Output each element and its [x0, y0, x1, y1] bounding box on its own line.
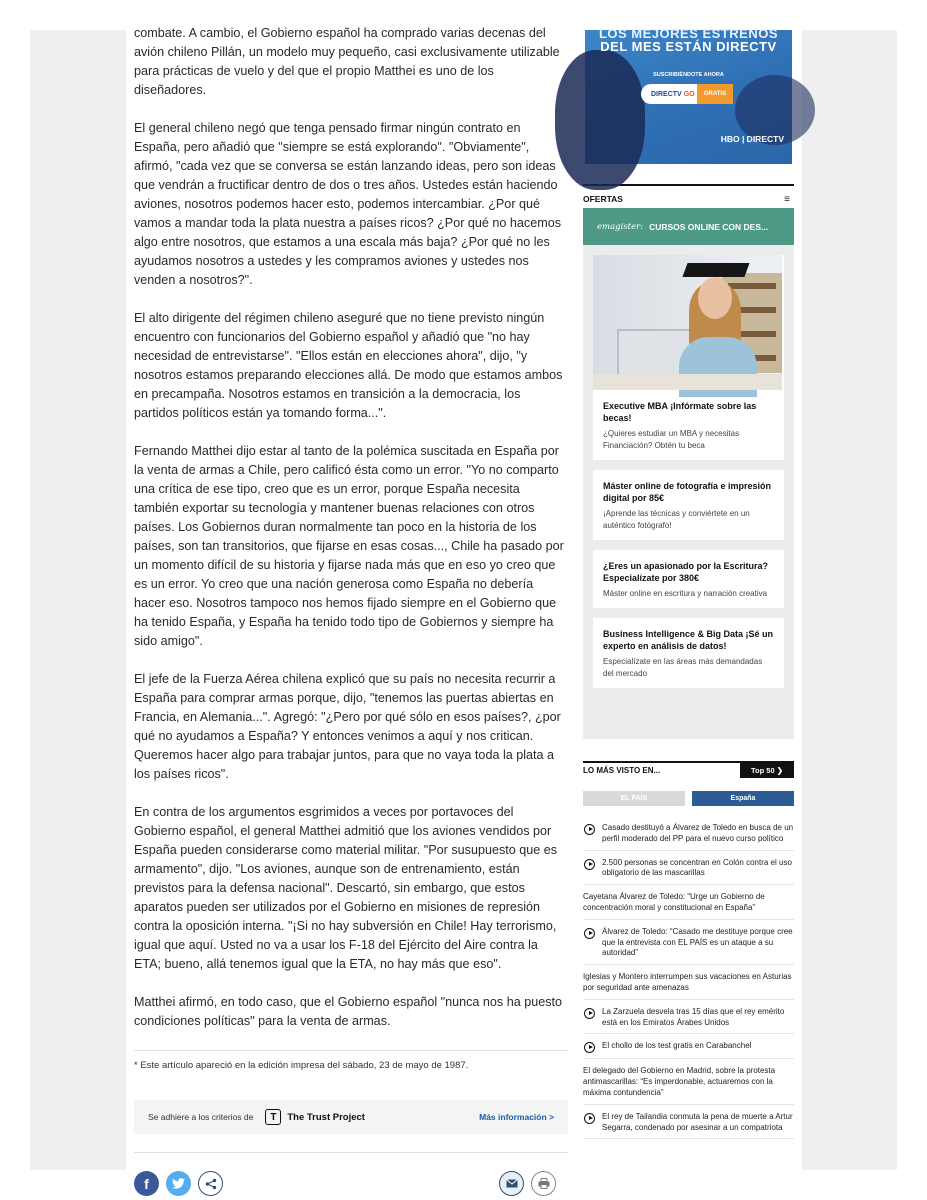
- page-container: [126, 26, 802, 1192]
- most-viewed-headline: La Zarzuela desvela tras 15 días que el rey emérito está en los Emiratos Árabes Unidos: [602, 1006, 785, 1027]
- most-viewed-item[interactable]: [583, 1034, 794, 1059]
- ad-directv-word: DIRECTV: [651, 90, 682, 98]
- most-viewed-item[interactable]: [583, 920, 794, 965]
- most-viewed-list: [583, 816, 794, 1139]
- email-share-button[interactable]: [499, 1171, 524, 1196]
- offer-title: Máster online de fotografía e impresión digital por 85€: [603, 481, 772, 503]
- article-paragraph: En contra de los argumentos esgrimidos a veces por portavoces del Gobierno español, el general Matthei admitió que los aviones vendidos por España pueden considerarse como material militar. "Por susupuesto que es armamento", dijo. "Los aviones, aunque son de entrenamiento, están previstos para la defensa nacional". Descartó, sin embargo, que estos aparatos pueden ser utilizados por el Gobierno en misiones de represión contra la oposición interna. "¡Si no hay subversión en Chile! Hay terrorismo, igual que aquí. Usted no va a usar los F-18 del Ejército del Aire contra la ETA; bueno, allá tenemos igual que la ETA, no hay más que eso".: [134, 805, 558, 971]
- facebook-share-button[interactable]: [134, 1171, 159, 1196]
- trust-project-name: The Trust Project: [287, 1111, 365, 1123]
- tab-espana[interactable]: España: [692, 791, 794, 806]
- offer-card[interactable]: [593, 618, 784, 688]
- most-viewed-header: [583, 761, 794, 777]
- offers-title: OFERTAS: [583, 194, 623, 204]
- most-viewed-item[interactable]: [583, 1000, 794, 1035]
- offer-text: ¿Quieres estudiar un MBA y necesitas Financiación? Obtén tu beca: [603, 429, 740, 450]
- most-viewed-headline: El delegado del Gobierno en Madrid, sobre la protesta antimascarillas: “Es imperdonable, actuaremos con la máxima contundencia”: [583, 1066, 776, 1097]
- offer-text: Máster online en escritura y narración creativa: [603, 589, 768, 598]
- trust-project-bar: [134, 1100, 568, 1134]
- offer-card[interactable]: [593, 255, 784, 460]
- article-paragraph: El alto dirigente del régimen chileno aseguré que no tiene previsto ningún encuentro con funcionarios del Gobierno español y añadió que "no hay necesidad de entrevistarse". "Ellos están en elecciones ahora", dijo, "y nosotros estamos preparando elecciones allá. De modo que estamos ambos en precampaña. Nosotros estamos en transición a la democracia, los partidos políticos están ya tomando forma...".: [134, 311, 563, 420]
- most-viewed-headline: 2.500 personas se concentran en Colón contra el uso obligatorio de las mascarillas: [602, 857, 792, 878]
- article-paragraph: Matthei afirmó, en todo caso, que el Gobierno español "nunca nos ha puesto condiciones políticas" para la venta de armas.: [134, 995, 563, 1028]
- video-play-icon: [584, 1008, 595, 1019]
- most-viewed-item[interactable]: [583, 851, 794, 886]
- video-play-icon: [584, 859, 595, 870]
- offer-card[interactable]: [593, 470, 784, 540]
- article-paragraph: combate. A cambio, el Gobierno español ha comprado varias decenas del avión chileno Pillán, un modelo muy pequeño, casi exclusivamente utilizable para prácticas de vuelo y del que el propio Matthei es uno de los diseñadores.: [134, 26, 560, 97]
- share-icon: [205, 1178, 217, 1190]
- twitter-share-button[interactable]: [166, 1171, 191, 1196]
- print-button[interactable]: [531, 1171, 556, 1196]
- video-play-icon: [584, 824, 595, 835]
- printer-icon: [538, 1178, 550, 1189]
- graduation-cap-shape: [682, 263, 749, 277]
- menu-icon[interactable]: ≡: [784, 193, 790, 205]
- ad-brand-logos: HBO | DIRECTV: [720, 134, 784, 144]
- ad-free-label: GRATIS: [697, 84, 733, 104]
- emagister-banner[interactable]: [583, 208, 794, 245]
- offer-text: ¡Aprende las técnicas y conviértete en un auténtico fotógrafo!: [603, 509, 750, 530]
- offer-title: Executive MBA ¡Infórmate sobre las becas!: [603, 401, 757, 423]
- mail-icon: [506, 1179, 518, 1188]
- twitter-icon: [172, 1178, 185, 1189]
- most-viewed-item[interactable]: [583, 1059, 794, 1104]
- ad-decoration: [555, 50, 645, 190]
- video-play-icon: [584, 1042, 595, 1053]
- most-viewed-title: LO MÁS VISTO EN...: [583, 765, 661, 775]
- ad-headline-line1: LOS MEJORES ESTRENOS: [598, 26, 779, 41]
- offer-title: Business Intelligence & Big Data ¡Sé un experto en análisis de datos!: [603, 629, 774, 651]
- ad-directv-go-logo: [641, 91, 695, 98]
- trust-project-logo-icon: T: [265, 1109, 281, 1125]
- article-paragraph: El jefe de la Fuerza Aérea chilena explicó que su país no necesita recurrir a España para comprar armas porque, dijo, "tenemos las puertas abiertas en Francia, en Alemania...". Agregó: "¿Pero por qué sólo en esos países?, ¿por qué no ayudamos a España? Y entonces venimos a aquí y nos critican. Queremos hacer algo para trabajar juntos, para que no vaya toda la plata a los países ricos".: [134, 672, 561, 781]
- share-bar: [134, 1152, 568, 1196]
- offers-list: [583, 245, 794, 739]
- most-viewed-headline: El rey de Tailandia conmuta la pena de muerte a Artur Segarra, condenado por asesinar a un compatriota: [602, 1111, 793, 1132]
- most-viewed-item[interactable]: [583, 816, 794, 851]
- directv-ad-banner[interactable]: [585, 26, 792, 164]
- student-graduation-photo: [593, 255, 782, 390]
- most-viewed-headline: Casado destituyó a Álvarez de Toledo en busca de un perfil moderado del PP para el nuevo curso político: [602, 823, 794, 843]
- article-body: [134, 26, 568, 1196]
- most-viewed-headline: Cayetana Álvarez de Toledo: “Urge un Gobierno de concentración moral y constitucional en España”: [583, 892, 765, 912]
- face-shape: [698, 277, 732, 319]
- article-paragraph: Fernando Matthei dijo estar al tanto de la polémica suscitada en España por la venta de armas a Chile, pero calificó ésta como un error. "Yo no comparto una crítica de ese tipo, creo que es un error, porque España necesita también exportar su tecnología y mantener buenas relaciones con otros países. Los Gobiernos duran normalmente tan poco en la historia de los países, son tan transitorios, que fijarse en esas cosas..., Chile ha pasado por un momento difícil de su historia y fijarse nada más que en eso yo creo que es un error. Yo creo que una nación generosa como España no debería hacer eso. Nosotros tampoco nos hemos fijado siempre en el Gobierno que ha tenido España, y España ha tenido todo tipo de Gobiernos y siempre ha sido amigo".: [134, 444, 564, 648]
- offer-text: Especialízate en las áreas más demandadas del mercado: [603, 657, 763, 678]
- most-viewed-item[interactable]: [583, 965, 794, 1000]
- article-paragraph: El general chileno negó que tenga pensado firmar ningún contrato en España, pero añadió que "siempre se está explorando". "Obviamente", afirmó, "cada vez que se conversa se están lanzando ideas, pero son ideas que vendrán a fructificar dentro de dos o tres años. Ustedes están haciendo aviones, nosotros podemos hacer esto, podemos intercambiar. ¿Por qué vamos a mandar toda la plata nuestra a países ricos? ¿Por qué no hacemos algo entre nosotros, que estamos a una escala más baja? ¿Por qué no les ayudamos nosotros a ustedes y les compramos aviones y ustedes nos venden a nosotros?".: [134, 121, 562, 287]
- video-play-icon: [584, 1113, 595, 1124]
- emagister-courses-text: CURSOS ONLINE CON DES...: [649, 221, 769, 232]
- offer-title: ¿Eres un apasionado por la Escritura? Especialízate por 380€: [603, 561, 769, 583]
- most-viewed-headline: Álvarez de Toledo: “Casado me destituye porque cree que la entrevista con EL PAÍS es un ataque a su autoridad”: [602, 926, 793, 958]
- footnote-section: [134, 1050, 568, 1072]
- emagister-logo: emagister:: [597, 221, 644, 232]
- desk-shape: [593, 374, 782, 390]
- tab-el-pais[interactable]: EL PAÍS: [583, 791, 685, 806]
- trust-adhere-text: Se adhiere a los criterios de: [148, 1112, 254, 1122]
- share-button[interactable]: [198, 1171, 223, 1196]
- most-viewed-headline: Iglesias y Montero interrumpen sus vacaciones en Asturias por seguridad ante amenazas: [583, 972, 792, 992]
- most-viewed-tabs: [583, 791, 794, 806]
- top50-link[interactable]: Top 50 ❯: [740, 762, 794, 778]
- sidebar: [583, 26, 794, 1139]
- more-info-link[interactable]: Más información >: [479, 1112, 554, 1122]
- most-viewed-item[interactable]: [583, 1105, 794, 1140]
- ad-cta-text: SUSCRIBIÉNDOTE AHORA: [653, 72, 724, 78]
- video-play-icon: [584, 928, 595, 939]
- most-viewed-headline: El chollo de los test gratis en Carabanchel: [602, 1041, 752, 1051]
- most-viewed-item[interactable]: [583, 885, 794, 920]
- print-edition-note: * Este artículo apareció en la edición impresa del sábado, 23 de mayo de 1987.: [134, 1060, 469, 1071]
- facebook-icon: f: [144, 1175, 149, 1192]
- ad-headline-line2: DEL MES ESTÁN DIRECTV: [600, 39, 777, 54]
- ad-go-word: GO: [683, 90, 695, 98]
- ad-directv-go-pill: [641, 84, 733, 104]
- offer-card[interactable]: [593, 550, 784, 608]
